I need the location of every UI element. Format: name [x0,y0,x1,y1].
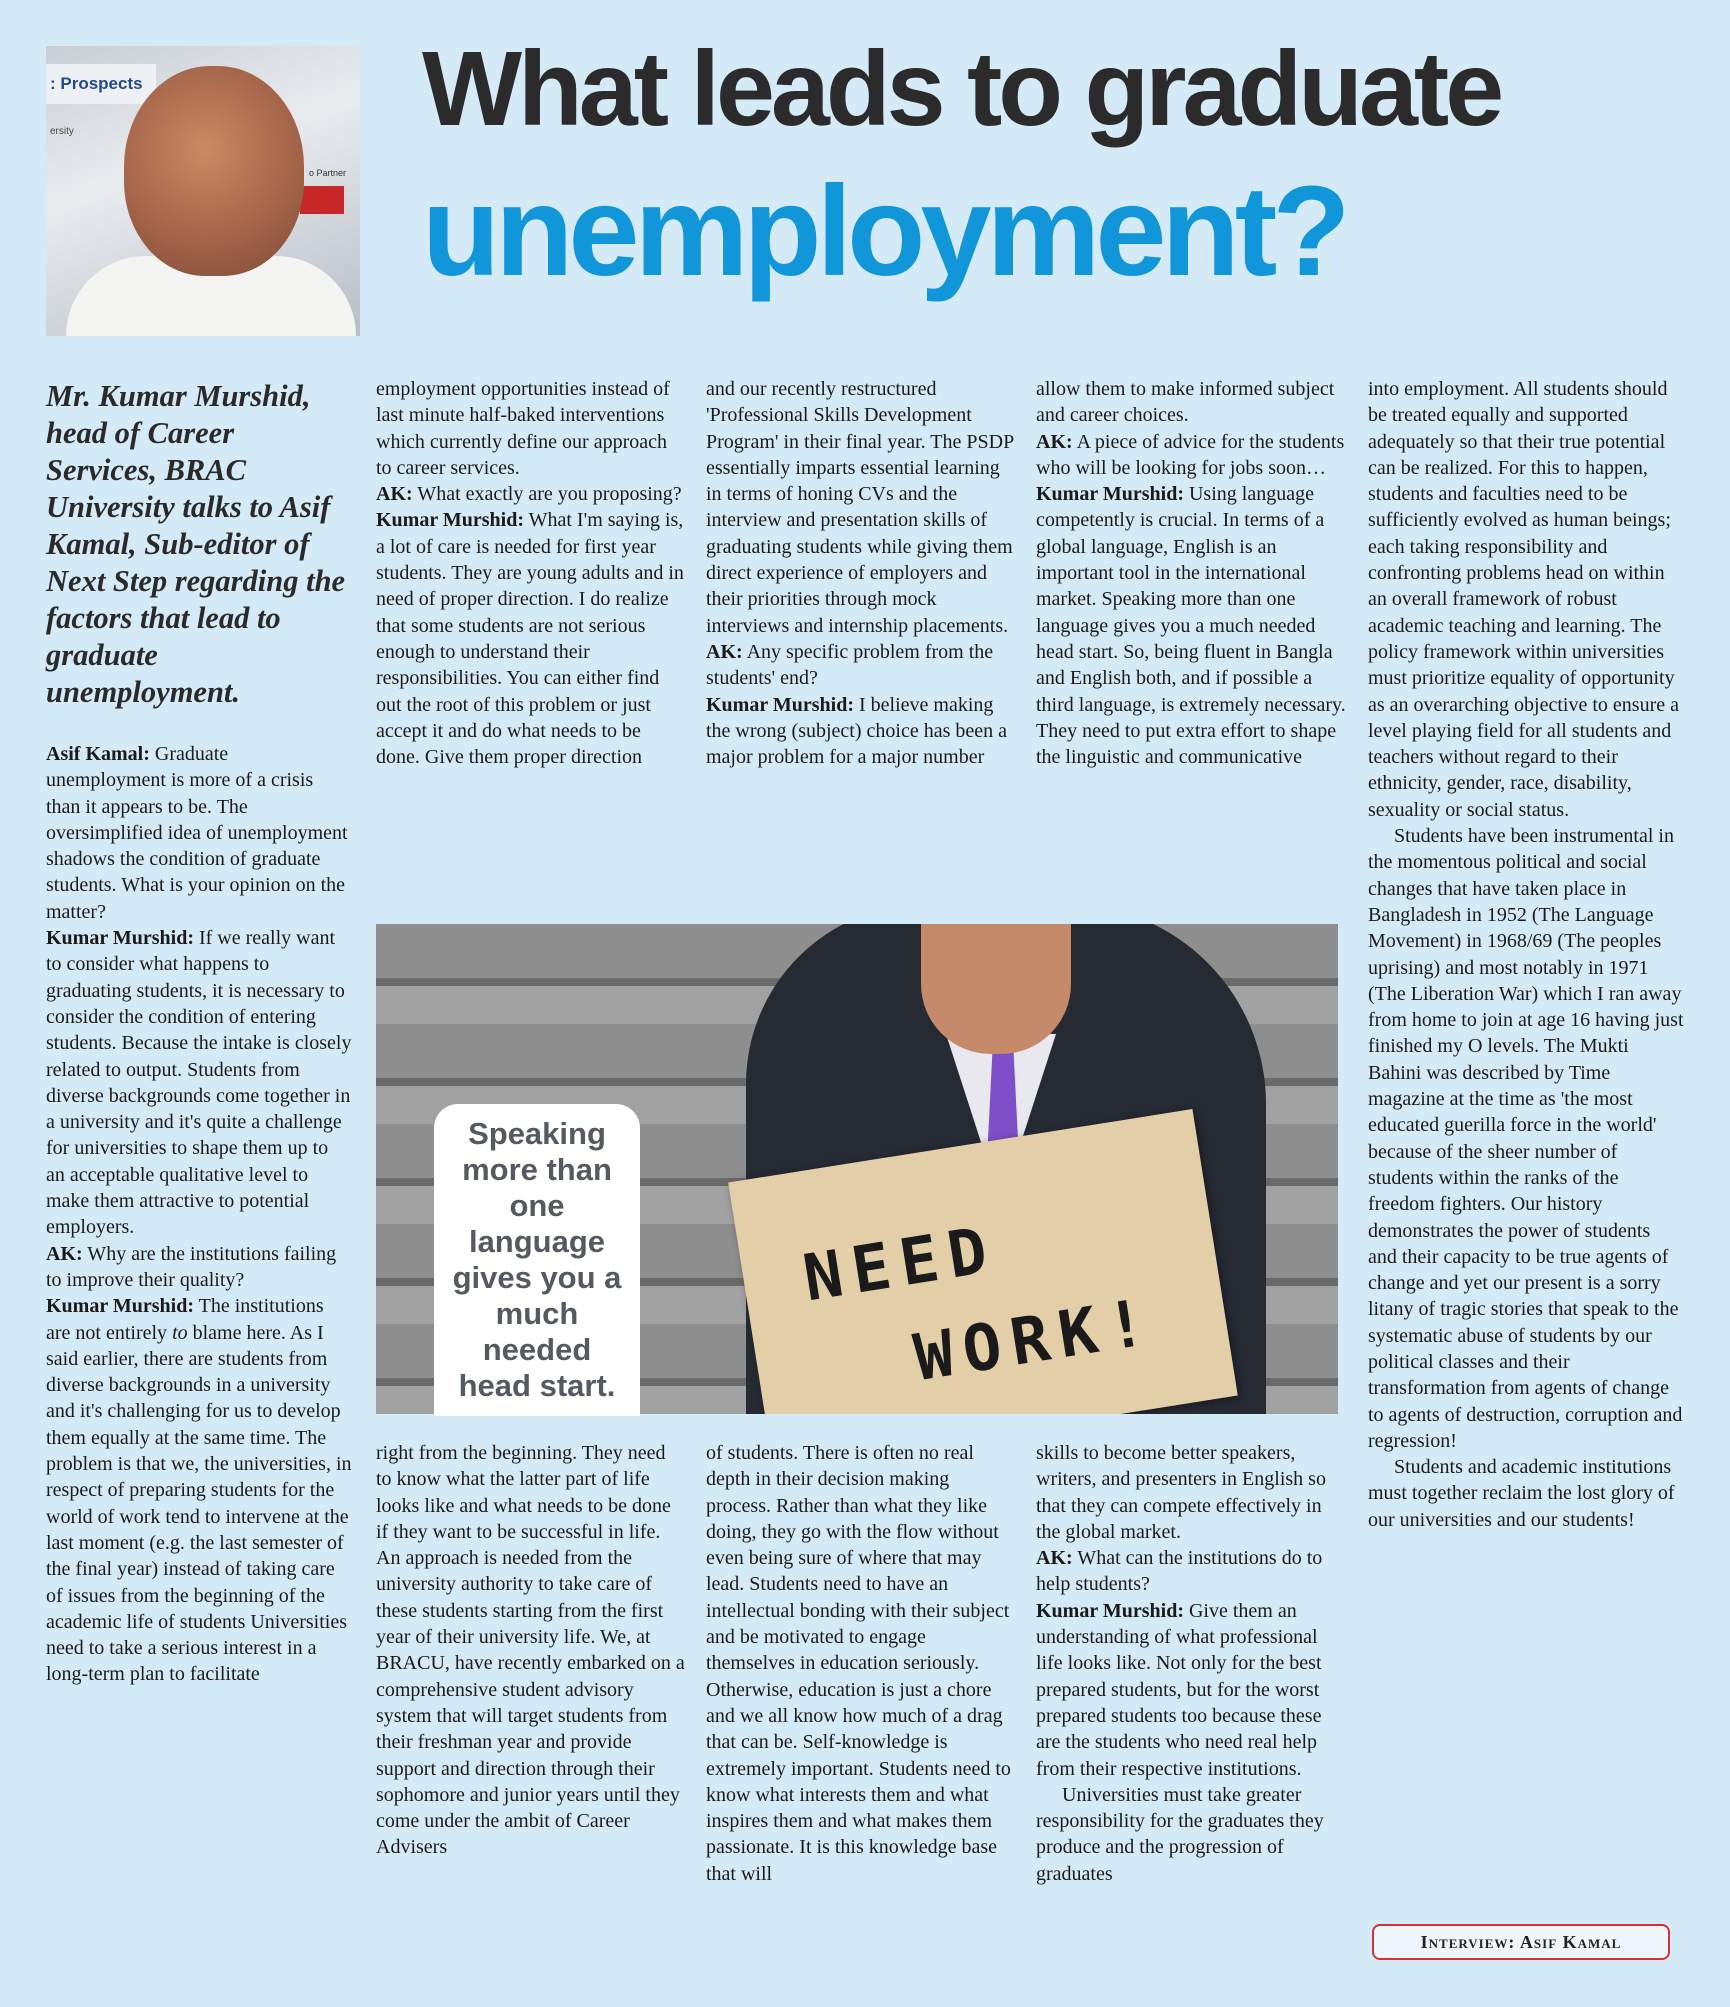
headline-line1: What leads to graduate [422,30,1501,148]
paragraph-text: of students. There is often no real depth in their decision making process. Rather than what they like doing, they go with the flow without even being sure of where that may lead. Students need to have an intellectual bonding with their subject and be motivated to engage themselves in education seriously. Otherwise, education is just a chore and we all know how much of a drag that can be. Self-knowledge is extremely important. Students need to know what interests them and what inspires them and what makes them passionate. It is this knowledge base that will [706,1442,1011,1885]
speaker-label: AK: [46,1242,83,1265]
sponsor-logo [300,186,344,214]
speaker-label: Kumar Murshid: [706,693,854,716]
paragraph-text: Graduate unemployment is more of a crisis than it appears to be. The oversimplified idea of unemployment shadows the condition of graduate students. What is your opinion on the matter? [46,743,348,923]
paragraph-text: right from the beginning. They need to know what the latter part of life looks like and what needs to be done if they want to be successful in life. An approach is needed from the university authority to take care of these students starting from the first year of their university life. We, at BRACU, have recently embarked on a comprehensive student advisory system that will target students from their freshman year and provide support and direction through their sophomore and junior years until they come under the ambit of Career Advisers [376,1442,685,1859]
article-column-1 [46,741,352,1688]
article-column-4-top [1036,376,1346,770]
photo-banner-subtext: ersity [50,126,74,137]
portrait-face [124,66,304,276]
pull-quote [434,1104,640,1416]
speaker-label: Kumar Murshid: [46,927,194,950]
paragraph-text: employment opportunities instead of last minute half-baked interventions which currently define our approach to career services. [376,378,670,479]
intro-standfirst: Mr. Kumar Murshid, head of Career Services, BRAC University talks to Asif Kamal, Sub-editor of Next Step regarding the factors that lead to graduate unemployment. [46,379,346,709]
paragraph-text: blame here. As I said earlier, there are students from diverse backgrounds in a university and it's challenging for us to develop them equally at the same time. The problem is that we, the universities, in respect of preparing students for the world of work tend to intervene at the last moment (e.g. the last semester of the final year) instead of taking care of issues from the beginning of the academic life of students Universities need to take a serious interest in a long-term plan to facilitate [46,1321,352,1686]
paragraph [1368,823,1684,1454]
speaker-label: Kumar Murshid: [1036,1599,1184,1622]
speaker-label: AK: [1036,1547,1073,1570]
paragraph [706,376,1016,639]
article-column-2-top [376,376,686,770]
article-column-2-bottom [376,1440,686,1861]
speaker-label: Asif Kamal: [46,743,150,765]
speaker-label: Kumar Murshid: [376,509,524,532]
paragraph-text: into employment. All students should be treated equally and supported adequately so that their true potential can be realized. For this to happen, students and faculties need to be sufficiently evolved as human beings; each taking responsibility and confronting problems head on within an overall framework of robust academic teaching and learning. The policy framework within universities must prioritize equality of opportunity as an overarching objective to ensure a level playing field for all students and teachers without regard to their ethnicity, gender, race, disability, sexuality or social status. [1368,378,1679,821]
paragraph-text: skills to become better speakers, writers, and presenters in English so that they can compete effectively in the global market. [1036,1442,1326,1543]
article-column-4-bottom [1036,1440,1346,1887]
paragraph [706,639,1016,692]
paragraph-text: If we really want to consider what happens to graduating students, it is necessary to consider the condition of entering students. Because the intake is closely related to output. Students from diverse backgrounds come together in a university and it's quite a challenge for universities to shape them up to an acceptable qualitative level to make them attractive to potential employers. [46,927,352,1239]
paragraph [46,1293,352,1687]
speaker-label: AK: [706,640,743,663]
speaker-label: Kumar Murshid: [1036,483,1184,506]
paragraph [376,1440,686,1861]
paragraph [46,741,352,925]
paragraph-text: The institutions are not entirely [46,1295,324,1344]
paragraph [1036,1782,1346,1887]
paragraph-text: Students and academic institutions must together reclaim the lost glory of our universities and our students! [1368,1456,1675,1531]
photo-banner-text: : Prospects [50,74,143,93]
interview-byline: Interview: Asif Kamal [1372,1924,1670,1960]
headline-line2: unemployment? [422,160,1346,303]
paragraph-text: Universities must take greater responsibility for the graduates they produce and the progression of graduates [1036,1783,1324,1885]
photo-partner-text: o Partner [308,168,346,178]
paragraph-text: Any specific problem from the students' end? [706,640,994,690]
paragraph-text: and our recently restructured 'Professional Skills Development Program' in their final year. The PSDP essentially imparts essential learning in terms of honing CVs and the interview and presentation skills of graduating students while giving them direct experience of employers and their priorities through mock interviews and internship placements. [706,378,1014,637]
paragraph-text: Give them an understanding of what professional life looks like. Not only for the best prepared students, but for the worst prepared students too because these are the students who need real help from their respective institutions. [1036,1599,1322,1780]
paragraph-text: A piece of advice for the students who will be looking for jobs soon… [1036,430,1345,479]
paragraph-text: allow them to make informed subject and career choices. [1036,378,1335,427]
paragraph [706,1440,1016,1887]
paragraph [1036,429,1346,482]
paragraph [46,1241,352,1294]
paragraph [376,507,686,770]
speaker-label: AK: [376,483,413,506]
sign-text: NEED WORK! [798,1212,1161,1412]
speaker-label: AK: [1036,430,1073,453]
paragraph [1036,481,1346,770]
article-column-5 [1368,376,1684,1533]
paragraph [1036,1440,1346,1545]
paragraph [706,692,1016,771]
paragraph-text: What can the institutions do to help students? [1036,1547,1323,1596]
paragraph-text: What exactly are you proposing? [412,483,682,506]
paragraph-text: Students have been instrumental in the momentous political and social changes that have taken place in Bangladesh in 1952 (The Language Movement) in 1968/69 (The peoples uprising) and most notably in 1971 (The Liberation War) which I ran away from home to join at age 16 having just finished my O levels. The Mukti Bahini was described by Time magazine at the time as 'the most educated guerilla force in the world' because of the sheer number of students within the ranks of the freedom fighters. Our history demonstrates the power of students and their capacity to be true agents of change and yet our present is a sorry litany of tragic stories that speak to the systematic abuse of students by our political classes and their transformation from agents of change to agents of destruction, corruption and regression! [1368,825,1684,1452]
paragraph [1036,1598,1346,1782]
article-column-3-top [706,376,1016,770]
paragraph [376,481,686,507]
paragraph-text: I believe making the wrong (subject) choice has been a major problem for a major number [706,693,1007,769]
man-face [921,924,1071,1054]
paragraph-text: Why are the institutions failing to improve their quality? [46,1242,337,1291]
paragraph [1368,1454,1684,1533]
paragraph [46,925,352,1241]
paragraph [1036,376,1346,429]
article-column-3-bottom [706,1440,1016,1887]
emphasis-text: to [172,1321,188,1344]
paragraph-text: Using language competently is crucial. In terms of a global language, English is an important tool in the international market. Speaking more than one language gives you a much needed head start. So, being fluent in Bangla and English both, and if possible a third language, is extremely necessary. They need to put extra effort to shape the linguistic and communicative [1036,483,1346,769]
speaker-label: Kumar Murshid: [46,1295,194,1318]
paragraph [376,376,686,481]
paragraph-text: What I'm saying is, a lot of care is needed for first year students. They are young adults and in need of proper direction. I do realize that some students are not serious enough to understand their responsibilities. You can either find out the root of this problem or just accept it and do what needs to be done. Give them proper direction [376,509,684,769]
paragraph [1036,1545,1346,1598]
paragraph [1368,376,1684,823]
pull-quote-text: Speaking more than one language gives you a much needed head start. [452,1116,622,1403]
interviewee-photo [46,46,360,336]
